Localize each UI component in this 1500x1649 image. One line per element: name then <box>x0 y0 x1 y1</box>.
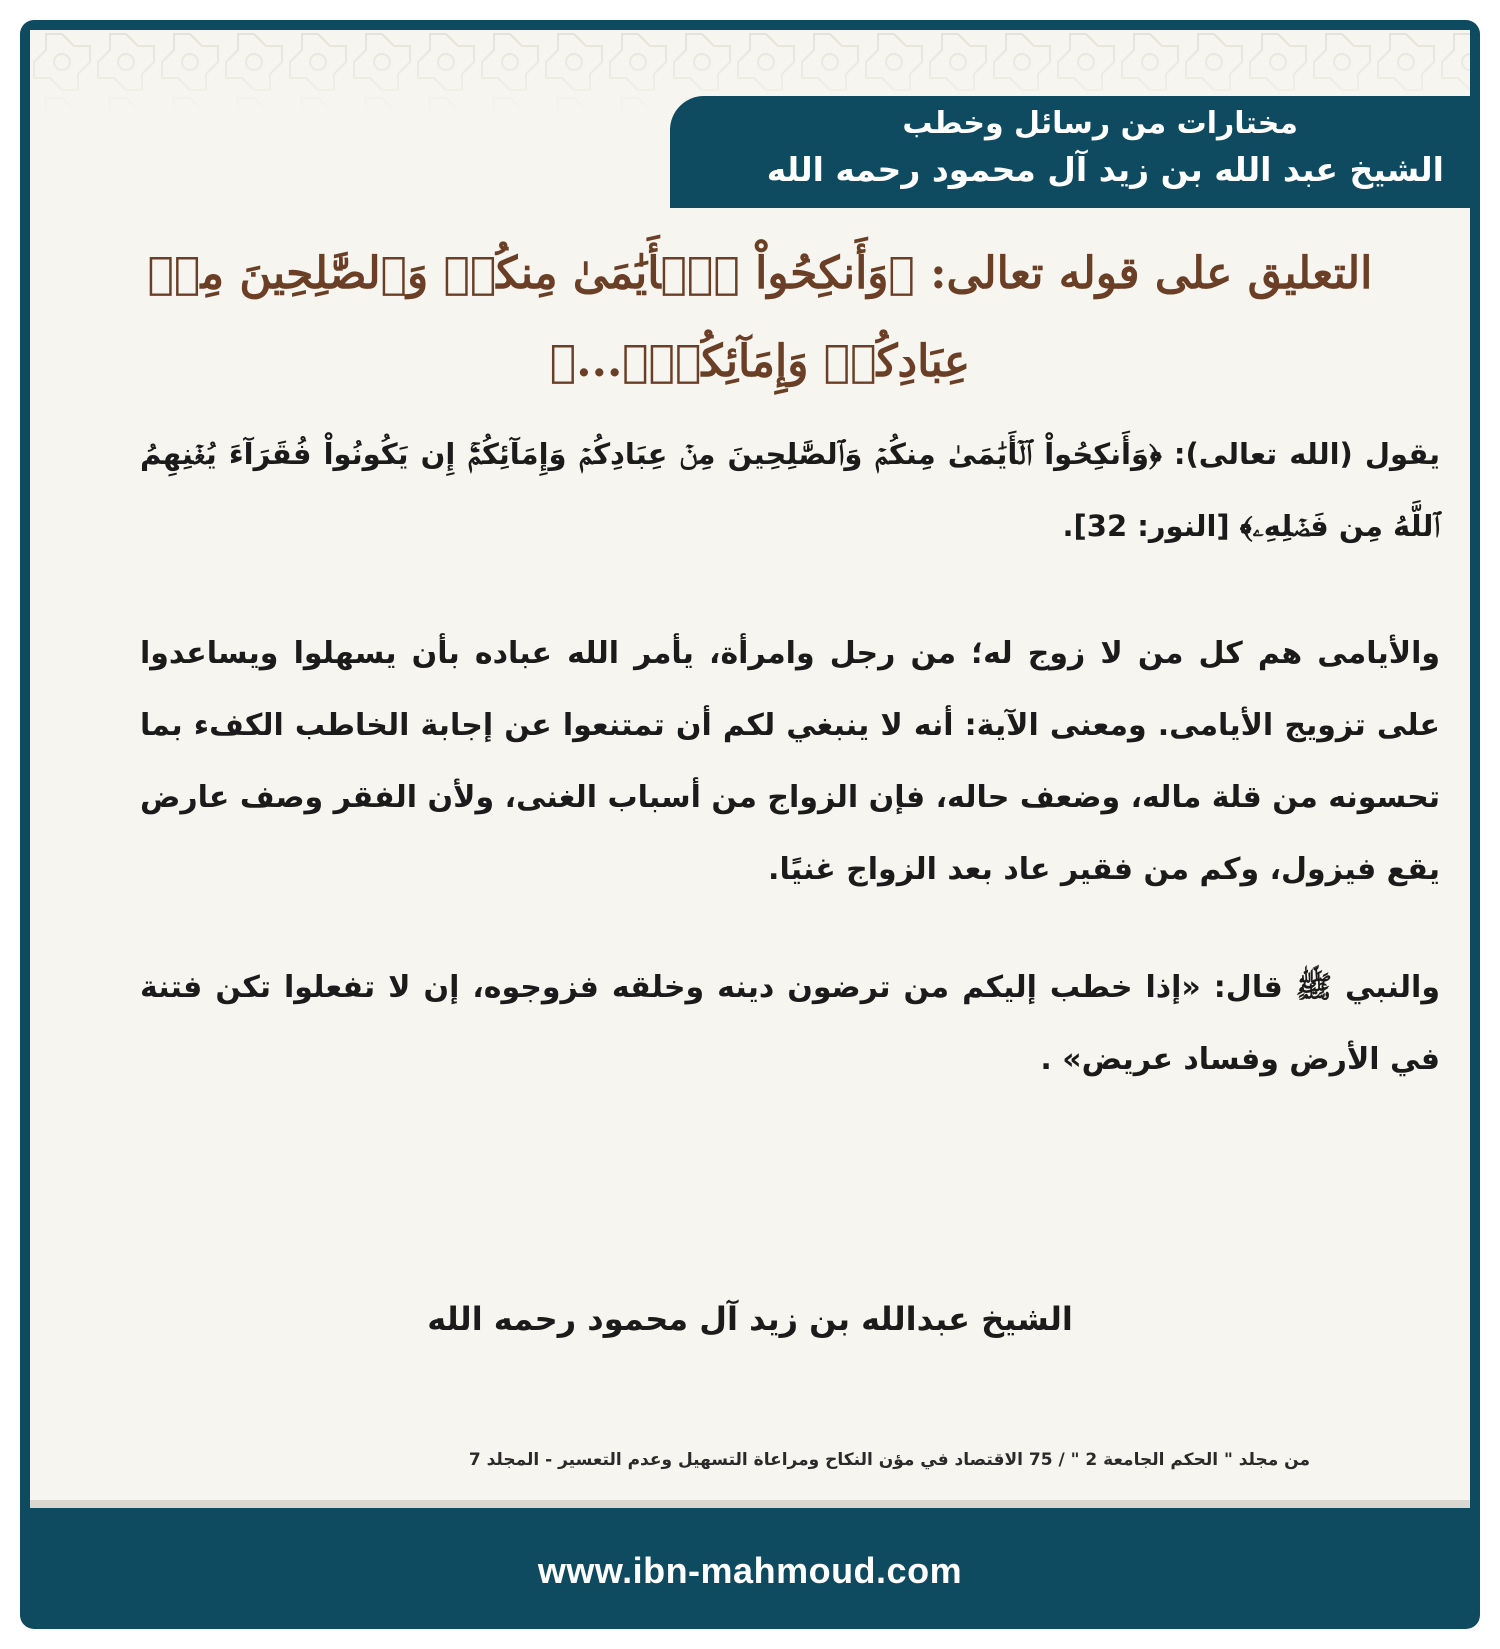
author-signature: الشيخ عبدالله بن زيد آل محمود رحمه الله <box>427 1300 1073 1338</box>
explanation-paragraph: والأيامى هم كل من لا زوج له؛ من رجل وامرأة، يأمر الله عباده بأن يسهلوا ويساعدوا على تزويج الأيامى. ومعنى الآية: أنه لا ينبغي لكم أن تمتنعوا عن إجابة الخاطب الكفء بما تحسونه من قلة ماله، وضعف حاله، فإن الزواج من أسباب الغنى، ولأن الفقر وصف عارض يقع فيزول، وكم من فقير عاد بعد الزواج غنيًا. <box>140 636 1440 887</box>
paper-bottom-edge <box>30 1500 1470 1508</box>
website-link[interactable]: www.ibn-mahmoud.com <box>537 1550 963 1591</box>
article-title: التعليق على قوله تعالى: ﴿وَأَنكِحُواْ ٱلۡأَيَٰمَىٰ مِنكُمۡ وَٱلصَّٰلِحِينَ مِنۡ عِبَادِكُمۡ وَإِمَآئِكُمۡۚ...﴾ <box>147 248 1373 387</box>
verse-paragraph: يقول (الله تعالى): ﴿وَأَنكِحُواْ ٱلۡأَيَٰمَىٰ مِنكُمۡ وَٱلصَّٰلِحِينَ مِنۡ عِبَادِكُمۡ وَإِمَآئِكُمۡۚ إِن يَكُونُواْ فُقَرَآءَ يُغۡنِهِمُ ٱللَّهُ مِن فَضۡلِهِۦ﴾ [النور: 32]. <box>140 437 1440 543</box>
header-line-2: الشيخ عبد الله بن زيد آل محمود رحمه الله <box>766 150 1444 189</box>
source-reference: من مجلد " الحكم الجامعة 2 " / 75 الاقتصاد في مؤن النكاح ومراعاة التسهيل وعدم التعسير - المجلد 7 <box>468 1450 1310 1470</box>
content-paper <box>30 30 1470 1508</box>
article-body <box>140 418 1440 1096</box>
page-frame <box>20 20 1480 1629</box>
header-banner <box>670 96 1470 208</box>
hadith-paragraph: والنبي ﷺ قال: «إذا خطب إليكم من ترضون دينه وخلقه فزوجوه، إن لا تفعلوا تكن فتنة في الأرض وفساد عريض» . <box>140 970 1440 1077</box>
header-line-1: مختارات من رسائل وخطب <box>902 106 1298 141</box>
